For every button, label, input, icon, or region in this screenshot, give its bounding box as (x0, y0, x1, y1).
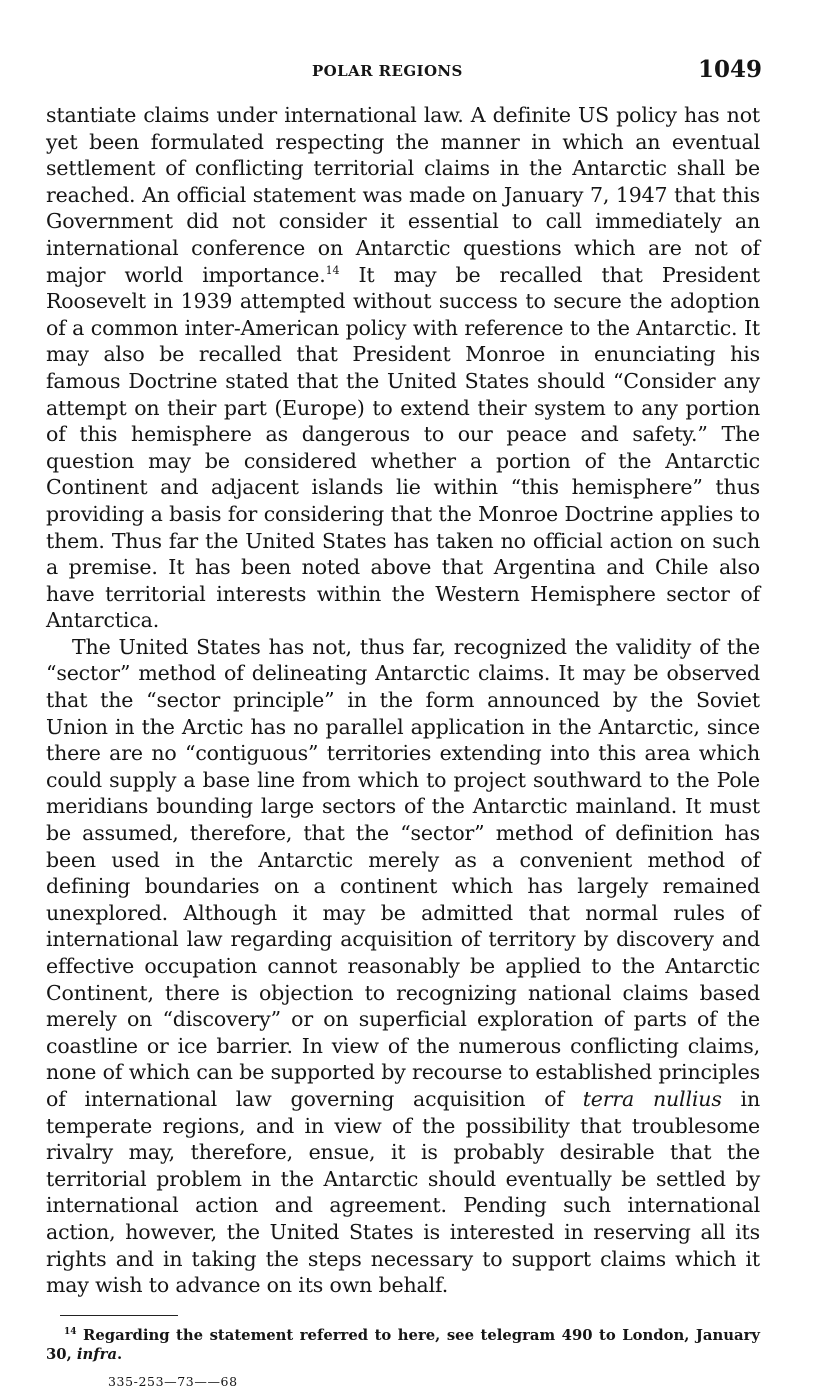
paragraph-2-text-continued: in temperate regions, and in view of the possibility that troublesome rivalry may, therefore, ensue, it is probably desirable that the territorial problem in the Antarctic should eventually be settled by international action and agreement. Pending such international action, however, the United States is interested in reserving all its rights and in taking the steps necessary to support claims which it may wish to advance on its own behalf. (46, 1086, 761, 1298)
footnote-text: Regarding the statement referred to here, see telegram 490 to London, January 30, (46, 1326, 760, 1363)
footnote-divider (60, 1315, 178, 1316)
footnote-14 (46, 1326, 760, 1364)
printer-code: 335-253—73——68 (108, 1373, 238, 1389)
latin-term: terra nullius (582, 1086, 722, 1111)
footnote-reference-14[interactable]: 14 (325, 263, 340, 277)
page-number: 1049 (697, 56, 762, 83)
footnote-text-end: . (117, 1345, 123, 1363)
paragraph-1-text: stantiate claims under international law. A definite US policy has not yet been formulated respecting the manner in which an eventual settlement of conflicting territorial claims in the Antarctic shall be reached. An official statement was made on January 7, 1947 that this Government did not consider it essential to call immediately an international conference on Antarctic questions which are not of major world importance. (46, 103, 760, 287)
paragraph-1-text-continued: It may be recalled that President Roosevelt in 1939 attempted without success to secure the adoption of a common inter-American policy with reference to the Antarctic. It may also be recalled that President Monroe in enunciating his famous Doctrine stated that the United States should “Consider any attempt on their part (Europe) to extend their system to any portion of this hemisphere as dangerous to our peace and safety.” The question may be considered whether a portion of the Antarctic Continent and adjacent islands lie within “this hemisphere” thus providing a basis for considering that the Monroe Doctrine applies to them. Thus far the United States has taken no official action on such a premise. It has been noted above that Argentina and Chile also have territorial interests within the Western Hemisphere sector of Antarctica. (46, 262, 760, 633)
footnote-infra: infra (76, 1345, 118, 1363)
paragraph-2-text: The United States has not, thus far, recognized the validity of the “sector” method of delineating Antarctic claims. It may be observed that the “sector principle” in the form announced by the Soviet Union in the Arctic has no parallel application in the Antarctic, since there are no “contiguous” territories extending into this area which could supply a base line from which to project southward to the Pole meridians bounding large sectors of the Antarctic mainland. It must be assumed, therefore, that the “sector” method of definition has been used in the Antarctic merely as a convenient method of defining boundaries on a continent which has largely remained unexplored. Although it may be admitted that normal rules of international law regarding acquisition of territory by discovery and effective occupation cannot reasonably be applied to the Antarctic Continent, there is objection to recognizing national claims based merely on “discovery” or on superficial exploration of parts of the coastline or ice barrier. In view of the numerous conflicting claims, none of which can be supported by recourse to established principles of international law governing acquisition of (46, 634, 760, 1111)
body-text (46, 102, 760, 1299)
paragraph-2 (46, 634, 760, 1299)
running-title: POLAR REGIONS (312, 62, 463, 80)
paragraph-1 (46, 102, 760, 634)
running-header (46, 56, 760, 92)
footnote-number: 14 (64, 1326, 77, 1337)
document-page (46, 56, 760, 1389)
